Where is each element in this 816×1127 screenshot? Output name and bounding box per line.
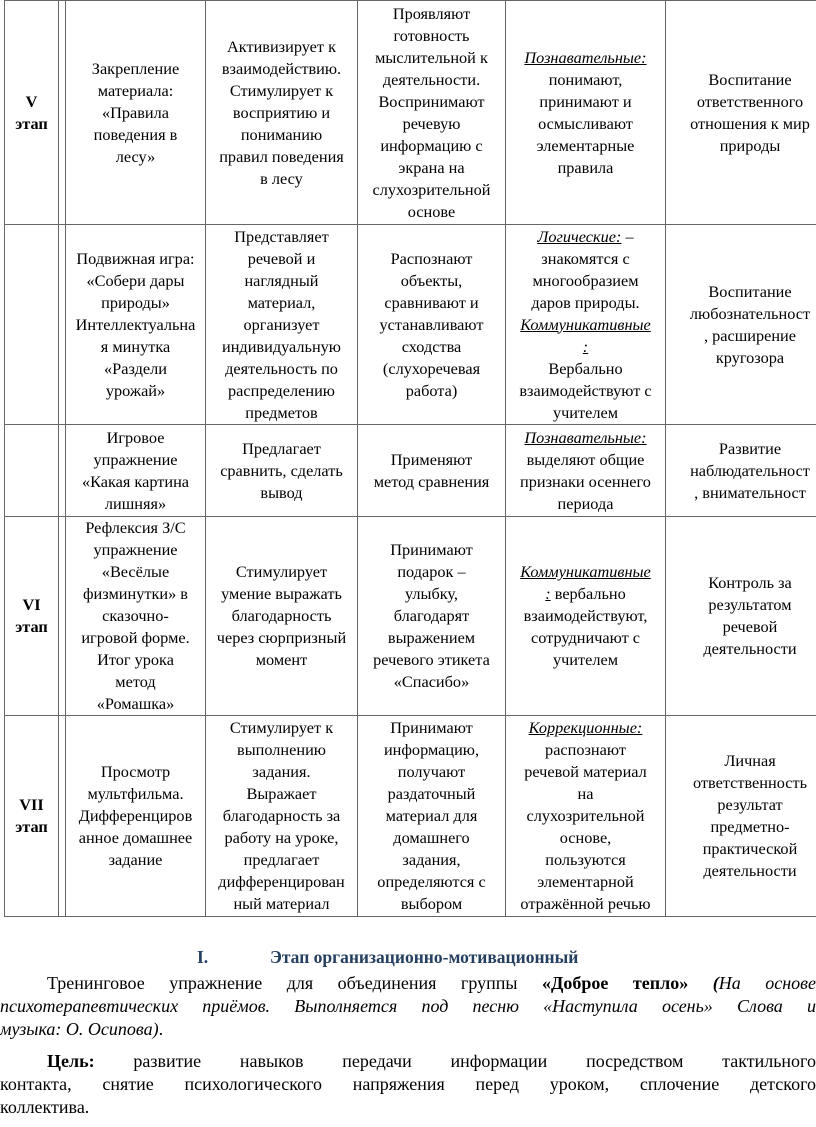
section-number: I. [197, 947, 209, 967]
cell-line: речевой [722, 617, 778, 636]
cell-line: правила [557, 157, 614, 177]
activity-cell [66, 425, 206, 517]
cell-line: материал для [385, 806, 478, 825]
table-row [5, 1, 816, 225]
cell-line: выражением [387, 628, 476, 647]
cell-line: Контроль за [708, 573, 792, 592]
spacer-cell [59, 517, 66, 716]
cell-line: природы» [101, 292, 170, 312]
students-cell [358, 1, 506, 225]
cell-line [508, 226, 663, 248]
cell-line: раздаточный [387, 784, 476, 803]
goal-text-2: контакта, снятие психологического напряжения перед уроком, сплочение детского [0, 1074, 816, 1094]
cell-line: принимают и [539, 91, 632, 111]
teacher-cell [206, 517, 358, 716]
cell-line: «Спасибо» [393, 672, 470, 691]
cell-line: взаимодействуют с [519, 380, 652, 400]
cell-line: благодарность за [222, 806, 341, 825]
cell-line: учителем [552, 650, 619, 669]
cell-line: взаимодействуют, [523, 606, 648, 625]
cell-line [508, 717, 663, 739]
lesson-stages-table [4, 0, 816, 917]
cell-line: предметно- [710, 817, 790, 836]
cell-line: выполнению [237, 740, 326, 759]
cell-line: учителем [552, 402, 619, 422]
exercise-line-1 [0, 972, 816, 995]
cell-line: ный материал [233, 894, 330, 913]
cell-line: объекты, [400, 270, 463, 290]
cell-line: домашнего [393, 828, 470, 847]
cell-line: Стимулирует к [229, 718, 334, 737]
cell-line: Активизирует к [227, 36, 336, 56]
cell-line: деятельности. [382, 69, 481, 89]
cell-line: лишняя» [104, 493, 167, 513]
cell-line: «Раздели [104, 358, 167, 378]
cell-line: задание [108, 850, 163, 869]
cell-line: распознают [545, 740, 626, 759]
spacer-cell [59, 716, 66, 917]
cell-line: Просмотр [100, 762, 171, 781]
cell-line: признаки осеннего [520, 471, 651, 491]
cell-line: Принимают [390, 718, 473, 737]
uud-category-label: Коммуникативные [520, 314, 651, 334]
cell-line: сказочно- [102, 606, 169, 625]
cell-line: природы [719, 135, 781, 155]
cell-line: игровой форме. [81, 628, 190, 647]
cell-line: Стимулирует [235, 562, 328, 581]
cell-line: устанавливают [379, 314, 484, 334]
uud-category-label: Коммуникативные [520, 562, 651, 581]
table-row [5, 225, 816, 425]
cell-line: кругозора [715, 347, 785, 367]
cell-line: Итог урока [97, 650, 174, 669]
cell-line: речевой материал [524, 762, 647, 781]
cell-line: результатом [708, 595, 792, 614]
cell-line: этап [15, 113, 48, 133]
cell-line: предлагает [243, 850, 320, 869]
exercise-note-end: . [158, 1019, 164, 1039]
cell-line: «Правила [101, 102, 170, 122]
cell-line: в лесу [260, 168, 303, 188]
teacher-cell [206, 1, 358, 225]
cell-line: упражнение [93, 540, 178, 559]
cell-line: Игровое [106, 427, 165, 447]
cell-line: любознательност [689, 303, 811, 323]
cell-line: даров природы. [531, 292, 640, 312]
cell-line: основе, [559, 828, 612, 847]
cell-line: наблюдательност [690, 460, 810, 480]
cell-line: Выражает [246, 784, 317, 803]
cell-line: материала: [97, 80, 174, 100]
uud-cell [506, 517, 666, 716]
goal-label: Цель: [47, 1051, 95, 1071]
cell-line: Применяют [390, 449, 473, 469]
exercise-paragraph [0, 972, 816, 1041]
spacer-cell [59, 425, 66, 517]
students-cell [358, 425, 506, 517]
cell-line: Закрепление [91, 58, 180, 78]
cell-line: готовность [393, 25, 470, 45]
cell-line: Воспринимают [378, 91, 485, 111]
students-cell [358, 716, 506, 917]
cell-line [508, 336, 663, 358]
cell-line: Дифференциров [78, 806, 193, 825]
uud-category-label: : [545, 584, 551, 603]
goal-paragraph [0, 1050, 816, 1119]
students-cell [358, 517, 506, 716]
cell-line: элементарные [536, 135, 635, 155]
cell-line: , внимательност [694, 482, 806, 502]
activity-cell [66, 225, 206, 425]
cell-line: слухозрительной [526, 806, 645, 825]
cell-line: упражнение [93, 449, 178, 469]
teacher-cell [206, 225, 358, 425]
result-cell [666, 1, 816, 225]
cell-line: благодарность [231, 606, 332, 625]
cell-line: многообразием [532, 270, 639, 290]
cell-line: умение выражать [221, 584, 342, 603]
cell-line: выделяют общие [526, 449, 645, 469]
cell-line: деятельности [703, 861, 797, 880]
cell-line: «Собери дары [86, 270, 185, 290]
cell-line: задания, [402, 850, 461, 869]
teacher-cell [206, 716, 358, 917]
cell-line: выбором [400, 894, 463, 913]
cell-line: результат [717, 795, 783, 814]
cell-line [508, 314, 663, 336]
cell-line: сравнить, сделать [220, 460, 343, 480]
cell-line: «Весёлые [101, 562, 170, 581]
cell-line: организует [243, 314, 320, 334]
cell-line: подарок – [397, 562, 466, 581]
cell-line [508, 583, 663, 605]
uud-category-label: : [582, 336, 589, 356]
cell-line: , расширение [703, 325, 796, 345]
goal-line-1 [0, 1050, 816, 1073]
exercise-note-line-1: На основе [718, 973, 816, 993]
cell-line: ответственного [696, 91, 804, 111]
cell-line: Стимулирует к [229, 80, 334, 100]
uud-text: – [621, 226, 634, 246]
activity-cell [66, 716, 206, 917]
cell-line: вывод [260, 482, 303, 502]
stage-cell [5, 425, 59, 517]
cell-line: VII [19, 795, 44, 814]
exercise-note-open: ( [688, 973, 719, 993]
cell-line: мультфильма. [87, 784, 184, 803]
cell-line: отношения к мир [690, 113, 810, 133]
cell-line: речевую [402, 113, 461, 133]
cell-line: задания. [252, 762, 311, 781]
cell-line: метод [115, 672, 156, 691]
cell-line: деятельности [703, 639, 797, 658]
cell-line: дифференцирован [218, 872, 345, 891]
exercise-line-3 [0, 1018, 816, 1041]
activity-cell [66, 1, 206, 225]
cell-line: я минутка [100, 336, 171, 356]
cell-line: анное домашнее [78, 828, 193, 847]
cell-line: Личная [724, 751, 776, 770]
cell-line: наглядный [244, 270, 319, 290]
stage-cell [5, 716, 59, 917]
cell-line: Вербально [548, 358, 623, 378]
cell-line: определяются с [377, 872, 486, 891]
table-row [5, 517, 816, 716]
cell-line: основе [407, 201, 456, 221]
cell-line: информацию, [383, 740, 480, 759]
cell-line: «Ромашка» [96, 694, 175, 713]
uud-cell [506, 1, 666, 225]
cell-line [508, 427, 663, 449]
result-cell [666, 716, 816, 917]
cell-line: урожай» [105, 380, 166, 400]
uud-category-label: Коррекционные: [528, 718, 643, 737]
cell-line: Рефлексия З/С [85, 518, 186, 537]
stage-cell [5, 225, 59, 425]
teacher-cell [206, 425, 358, 517]
cell-line: предметов [245, 402, 318, 422]
cell-line: периода [557, 493, 614, 513]
cell-line: (слухоречевая [382, 358, 481, 378]
cell-line: материал, [247, 292, 316, 312]
cell-line: Воспитание [708, 69, 792, 89]
cell-line: лесу» [115, 146, 156, 166]
cell-line: улыбку, [404, 584, 459, 603]
cell-line: Развитие [718, 438, 782, 458]
cell-line: мыслительной к [375, 47, 488, 67]
cell-line: деятельность по [225, 358, 338, 378]
cell-line: пониманию [240, 124, 323, 144]
cell-line: правил поведения [219, 146, 344, 166]
uud-category-label: Познавательные: [524, 427, 647, 447]
uud-cell [506, 225, 666, 425]
cell-line: экрана на [398, 157, 465, 177]
students-cell [358, 225, 506, 425]
cell-line: Интеллектуальна [75, 314, 196, 334]
cell-line [508, 47, 663, 69]
cell-line: Предлагает [242, 438, 321, 458]
exercise-name: «Доброе тепло» [541, 973, 689, 993]
cell-line: знакомятся с [541, 248, 630, 268]
exercise-intro: Тренинговое упражнение для объединения группы [47, 973, 542, 993]
cell-line: Проявляют [392, 3, 471, 23]
cell-line: Представляет [234, 226, 329, 246]
cell-line: Подвижная игра: [76, 248, 195, 268]
cell-line: сравнивают и [384, 292, 479, 312]
stage-cell [5, 1, 59, 225]
cell-line: на [577, 784, 594, 803]
cell-line: через сюрпризный [216, 628, 347, 647]
cell-line: Воспитание [708, 281, 792, 301]
cell-line: метод сравнения [373, 471, 490, 491]
cell-line: слухозрительной [372, 179, 491, 199]
cell-line: получают [397, 762, 466, 781]
activity-cell [66, 517, 206, 716]
cell-line: «Какая картина [81, 471, 190, 491]
result-cell [666, 225, 816, 425]
cell-line: практической [702, 839, 798, 858]
cell-line: индивидуальную [222, 336, 341, 356]
result-cell [666, 425, 816, 517]
cell-line: речевой и [247, 248, 316, 268]
section-heading [0, 943, 816, 973]
table-row [5, 425, 816, 517]
exercise-note-line-3: музыка: О. Осипова) [0, 1019, 159, 1039]
goal-text-1: развитие навыков передачи информации посредством тактильного [94, 1051, 816, 1071]
cell-line: Принимают [390, 540, 473, 559]
cell-line: сходства [401, 336, 462, 356]
cell-line: распределению [228, 380, 335, 400]
goal-text-3: коллектива. [0, 1097, 90, 1117]
stage-cell [5, 517, 59, 716]
cell-line: этап [15, 617, 48, 636]
cell-line [508, 561, 663, 583]
cell-line: поведения в [93, 124, 178, 144]
spacer-cell [59, 225, 66, 425]
cell-line: сотрудничают с [531, 628, 640, 647]
cell-line: физминутки» в [83, 584, 188, 603]
cell-line: V [25, 91, 38, 111]
exercise-note-line-2: психотерапевтических приёмов. Выполняется под песню «Наступила осень» Слова и [0, 996, 816, 1016]
section-title: Этап организационно-мотивационный [270, 947, 579, 967]
uud-category-label: Познавательные: [524, 47, 647, 67]
cell-line: отражённой речью [520, 894, 651, 913]
cell-line: этап [15, 817, 48, 836]
cell-line: понимают, [548, 69, 623, 89]
uud-cell [506, 425, 666, 517]
cell-line: взаимодействию. [221, 58, 342, 78]
cell-line: речевого этикета [373, 650, 490, 669]
cell-line: работа) [405, 380, 458, 400]
result-cell [666, 517, 816, 716]
cell-line: благодарят [393, 606, 470, 625]
uud-category-label: Логические: [537, 226, 622, 246]
uud-cell [506, 716, 666, 917]
cell-line: информацию с [380, 135, 483, 155]
spacer-cell [59, 1, 66, 225]
cell-line: элементарной [537, 872, 634, 891]
cell-line: работу на уроке, [224, 828, 339, 847]
cell-line: момент [255, 650, 308, 669]
cell-line: ответственность [692, 773, 808, 792]
table-row [5, 716, 816, 917]
cell-line: пользуются [545, 850, 626, 869]
cell-line: восприятию и [232, 102, 331, 122]
cell-line: Распознают [390, 248, 473, 268]
cell-line: VI [22, 595, 41, 614]
uud-text: вербально [550, 584, 626, 603]
cell-line: осмысливают [538, 113, 633, 133]
